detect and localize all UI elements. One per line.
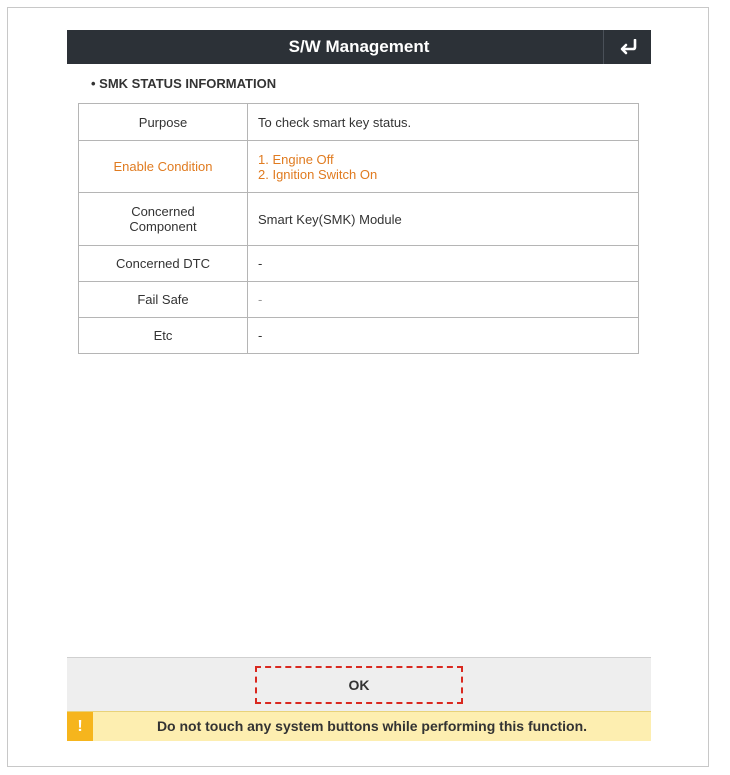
title-bar — [67, 30, 651, 64]
row-label: Etc — [79, 318, 248, 354]
row-value: To check smart key status. — [248, 104, 639, 141]
back-button[interactable] — [603, 30, 651, 64]
warning-bar — [67, 711, 651, 741]
row-value: - — [248, 246, 639, 282]
warning-text: Do not touch any system buttons while performing this function. — [156, 718, 588, 734]
table-row — [79, 141, 639, 193]
return-arrow-icon — [618, 39, 638, 55]
section-title: • SMK STATUS INFORMATION — [91, 76, 277, 91]
status-info-table — [78, 103, 639, 354]
footer-bar — [67, 657, 651, 711]
row-value — [248, 141, 639, 193]
ok-button[interactable]: OK — [255, 666, 463, 704]
table-row — [79, 193, 639, 246]
row-label — [79, 193, 248, 246]
table-row — [79, 282, 639, 318]
warning-icon: ! — [67, 712, 93, 741]
page-title: S/W Management — [288, 37, 430, 56]
table-row — [79, 104, 639, 141]
row-label: Purpose — [79, 104, 248, 141]
value-line: 1. Engine Off — [258, 151, 334, 167]
table-row — [79, 246, 639, 282]
row-label: Fail Safe — [79, 282, 248, 318]
row-label: Enable Condition — [79, 141, 248, 193]
row-label: Concerned DTC — [79, 246, 248, 282]
table-row — [79, 318, 639, 354]
row-value: - — [248, 318, 639, 354]
value-line: 2. Ignition Switch On — [258, 166, 378, 182]
label-line: Concerned — [131, 204, 195, 219]
row-value: - — [248, 282, 639, 318]
label-line: Component — [129, 219, 197, 234]
sw-management-screen — [67, 30, 651, 744]
row-value: Smart Key(SMK) Module — [248, 193, 639, 246]
